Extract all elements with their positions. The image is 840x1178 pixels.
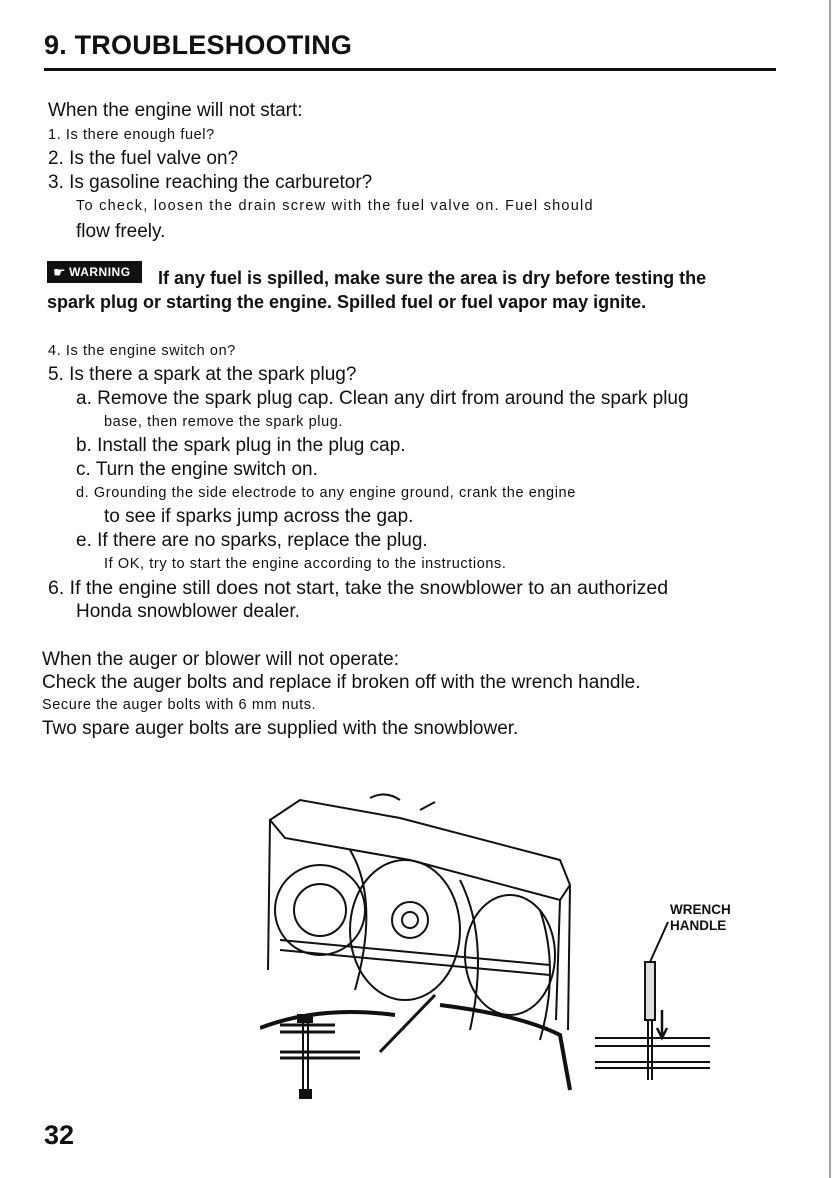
step-5c: c. Turn the engine switch on.	[76, 459, 318, 480]
warning-line-1: If any fuel is spilled, make sure the area is dry before testing the	[158, 268, 707, 288]
wrench-leader	[650, 922, 668, 962]
wrench-grip	[645, 962, 655, 1020]
wrench-label-line-2: HANDLE	[670, 918, 727, 933]
step-6: 6. If the engine still does not start, take the snowblower to an authorized	[48, 577, 669, 599]
step-5: 5. Is there a spark at the spark plug?	[48, 364, 357, 385]
warning-badge	[47, 261, 142, 283]
leader-line-2	[380, 995, 435, 1052]
step-3-note: To check, loosen the drain screw with the fuel valve on. Fuel should	[76, 198, 594, 214]
step-5a-cont: base, then remove the spark plug.	[104, 414, 344, 430]
bolt-nut	[280, 1052, 360, 1058]
auger-drive-cover	[370, 794, 435, 810]
warning-line-2: spark plug or starting the engine. Spilled fuel or fuel vapor may ignite.	[47, 292, 647, 312]
page-number: 32	[44, 1120, 75, 1150]
auger-shaft	[280, 940, 550, 975]
step-5d: d. Grounding the side electrode to any engine ground, crank the engine	[76, 485, 576, 501]
step-5e-cont: If OK, try to start the engine according to the instructions.	[104, 556, 507, 572]
step-1: 1. Is there enough fuel?	[48, 127, 215, 143]
wrench-handle-illustration	[590, 890, 720, 1090]
auger-hub-inner	[402, 912, 418, 928]
leader-line-3	[440, 1005, 570, 1090]
auger-hub	[392, 902, 428, 938]
bolt-tip	[300, 1090, 311, 1098]
auger-spares: Two spare auger bolts are supplied with the snowblower.	[42, 718, 519, 739]
warning-badge-text: WARNING	[69, 265, 131, 279]
engine-intro: When the engine will not start:	[48, 100, 303, 121]
step-4: 4. Is the engine switch on?	[48, 343, 236, 359]
auger-blade-left-inner	[294, 884, 346, 936]
step-5e: e. If there are no sparks, replace the plug.	[76, 530, 428, 551]
wrench-label-line-1: WRENCH	[670, 902, 731, 917]
bolt-head	[298, 1015, 312, 1022]
auger-illustration	[260, 790, 580, 1110]
step-3-note-cont: flow freely.	[76, 221, 166, 242]
page-title: 9. TROUBLESHOOTING	[44, 30, 353, 60]
auger-check: Check the auger bolts and replace if broken off with the wrench handle.	[42, 672, 641, 693]
wrench-rod	[648, 1020, 652, 1080]
page-edge	[829, 0, 831, 1178]
title-rule	[44, 68, 776, 71]
warning-hand-icon: ☛	[53, 264, 67, 280]
step-5d-cont: to see if sparks jump across the gap.	[104, 506, 414, 527]
auger-intro: When the auger or blower will not operate:	[42, 649, 399, 670]
auger-secure: Secure the auger bolts with 6 mm nuts.	[42, 697, 317, 713]
step-3: 3. Is gasoline reaching the carburetor?	[48, 172, 373, 193]
down-arrow-icon	[657, 1010, 667, 1038]
step-5b: b. Install the spark plug in the plug cap.	[76, 435, 406, 456]
bolt-detail	[280, 1015, 360, 1098]
step-2: 2. Is the fuel valve on?	[48, 148, 239, 169]
step-5a: a. Remove the spark plug cap. Clean any dirt from around the spark plug	[76, 388, 689, 409]
step-6-cont: Honda snowblower dealer.	[76, 601, 300, 622]
